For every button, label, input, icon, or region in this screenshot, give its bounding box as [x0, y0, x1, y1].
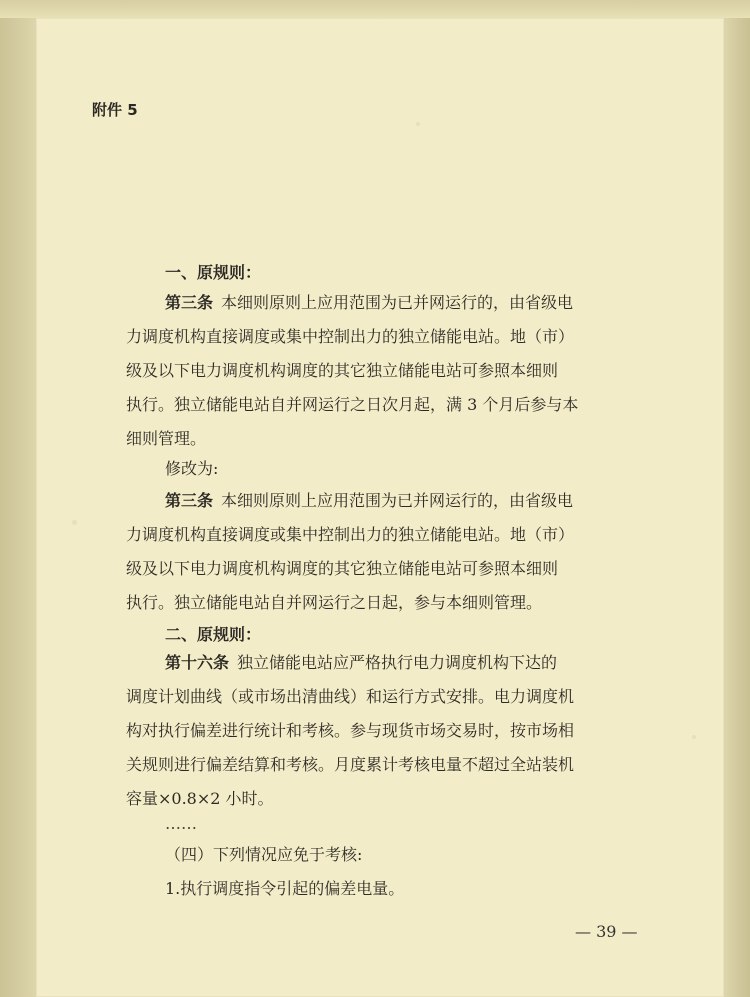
article-line: 关规则进行偏差结算和考核。月度累计考核电量不超过全站装机	[126, 755, 575, 774]
article-line: 容量×0.8×2 小时。	[126, 789, 274, 808]
article-line: 执行。独立储能电站自并网运行之日次月起，满 3 个月后参与本	[126, 395, 579, 414]
article-text: 本细则原则上应用范围为已并网运行的，由省级电	[221, 491, 574, 510]
subsection-heading: （四）下列情况应免于考核:	[165, 845, 363, 864]
article-label: 第十六条	[165, 653, 230, 672]
page-number: — 39 —	[575, 922, 638, 941]
scan-speck	[692, 735, 696, 739]
modified-heading: 修改为:	[165, 459, 219, 478]
article-line	[165, 287, 685, 319]
article-line: 调度计划曲线（或市场出清曲线）和运行方式安排。电力调度机	[126, 687, 575, 706]
article-line: 力调度机构直接调度或集中控制出力的独立储能电站。地（市）	[126, 327, 575, 346]
scan-left-edge	[0, 0, 36, 997]
ellipsis: ……	[165, 814, 197, 833]
article-line	[165, 485, 685, 517]
article-text: 本细则原则上应用范围为已并网运行的，由省级电	[221, 293, 574, 312]
article-line	[165, 647, 685, 679]
article-line: 细则管理。	[126, 429, 207, 448]
article-line: 级及以下电力调度机构调度的其它独立储能电站可参照本细则	[126, 361, 559, 380]
article-line: 构对执行偏差进行统计和考核。参与现货市场交易时，按市场相	[126, 721, 575, 740]
article-text: 独立储能电站应严格执行电力调度机构下达的	[237, 653, 558, 672]
section-heading: 二、原规则：	[165, 625, 262, 644]
list-item: 1.执行调度指令引起的偏差电量。	[165, 879, 405, 898]
section-heading: 一、原规则：	[165, 263, 262, 282]
scan-speck	[416, 122, 420, 126]
attachment-label: 附件 5	[92, 101, 138, 119]
article-line: 执行。独立储能电站自并网运行之日起，参与本细则管理。	[126, 593, 543, 612]
article-line: 力调度机构直接调度或集中控制出力的独立储能电站。地（市）	[126, 525, 575, 544]
scan-right-edge	[724, 0, 750, 997]
article-line: 级及以下电力调度机构调度的其它独立储能电站可参照本细则	[126, 559, 559, 578]
scan-top-edge	[0, 0, 750, 18]
scan-speck	[72, 520, 77, 525]
article-label: 第三条	[165, 491, 214, 510]
article-label: 第三条	[165, 293, 214, 312]
